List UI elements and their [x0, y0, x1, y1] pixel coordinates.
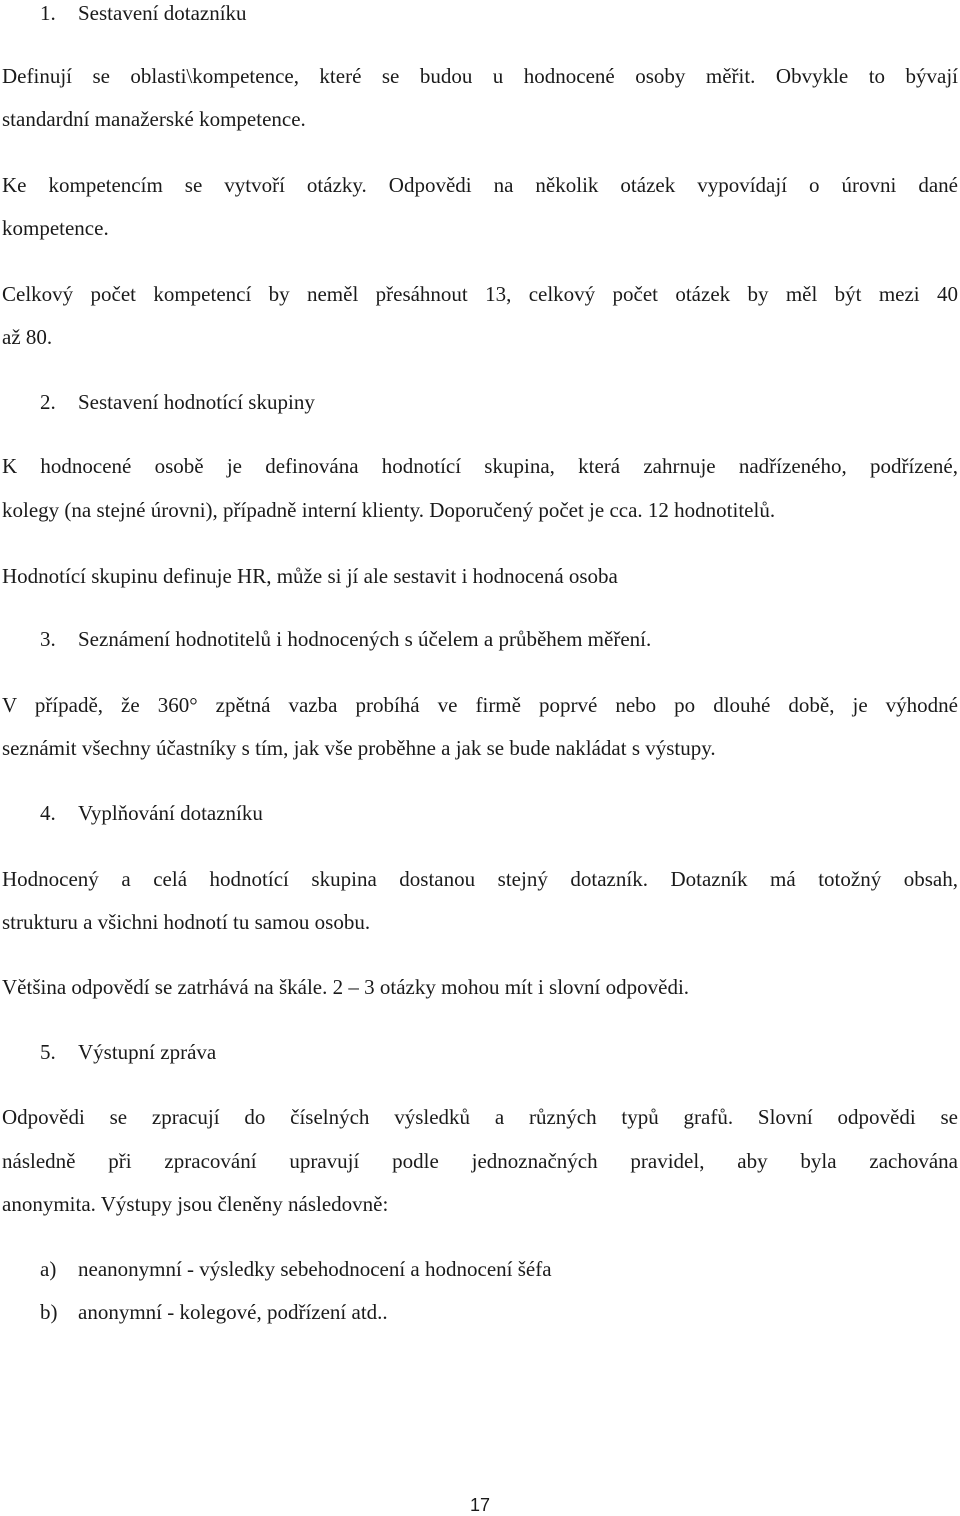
list-marker: b) [40, 1300, 58, 1324]
paragraph-line: V případě, že 360° zpětná vazba probíhá ve firmě poprvé nebo po dlouhé době, je výhodné [2, 693, 958, 717]
paragraph-line: seznámit všechny účastníky s tím, jak vše proběhne a jak se bude nakládat s výstupy. [2, 736, 716, 760]
list-item-text: neanonymní - výsledky sebehodnocení a hodnocení šéfa [78, 1257, 552, 1281]
paragraph-line: Hodnotící skupinu definuje HR, může si jí ale sestavit i hodnocená osoba [2, 564, 618, 588]
section-number: 3. [40, 627, 56, 651]
list-marker: a) [40, 1257, 57, 1281]
list-item-text: anonymní - kolegové, podřízení atd.. [78, 1300, 388, 1324]
section-title: Výstupní zpráva [78, 1040, 217, 1064]
section-heading-3 [40, 626, 651, 652]
section-title: Sestavení hodnotící skupiny [78, 390, 315, 414]
paragraph-line: následně při zpracování upravují podle jednoznačných pravidel, aby byla zachována [2, 1149, 958, 1173]
section-title: Vyplňování dotazníku [78, 801, 263, 825]
paragraph-line: Hodnocený a celá hodnotící skupina dostanou stejný dotazník. Dotazník má totožný obsah, [2, 867, 958, 891]
section-number: 4. [40, 801, 56, 825]
paragraph-line: kolegy (na stejné úrovni), případně interní klienty. Doporučený počet je cca. 12 hodnotitelů. [2, 498, 776, 522]
paragraph-line: Celkový počet kompetencí by neměl přesáhnout 13, celkový počet otázek by měl být mezi 40 [2, 282, 958, 306]
paragraph-line: Ke kompetencím se vytvoří otázky. Odpovědi na několik otázek vypovídají o úrovni dané [2, 173, 958, 197]
section-heading-5 [40, 1039, 216, 1065]
section-title: Seznámení hodnotitelů i hodnocených s účelem a průběhem měření. [78, 627, 652, 651]
paragraph-line: kompetence. [2, 216, 109, 240]
section-number: 1. [40, 1, 56, 25]
page-number: 17 [469, 1495, 491, 1515]
section-heading-4 [40, 800, 263, 826]
section-heading-1 [40, 0, 247, 26]
paragraph-line: K hodnocené osobě je definována hodnotící skupina, která zahrnuje nadřízeného, podřízené, [2, 454, 958, 478]
paragraph-line: Odpovědi se zpracují do číselných výsledků a různých typů grafů. Slovní odpovědi se [2, 1105, 958, 1129]
section-number: 5. [40, 1040, 56, 1064]
paragraph-line: Většina odpovědí se zatrhává na škále. 2 – 3 otázky mohou mít i slovní odpovědi. [2, 975, 690, 999]
paragraph-line: anonymita. Výstupy jsou členěny následovně: [2, 1192, 389, 1216]
paragraph-line: standardní manažerské kompetence. [2, 107, 306, 131]
paragraph-line: strukturu a všichni hodnotí tu samou osobu. [2, 910, 371, 934]
section-number: 2. [40, 390, 56, 414]
paragraph-line: Definují se oblasti\kompetence, které se budou u hodnocené osoby měřit. Obvykle to bývají [2, 64, 958, 88]
list-item [40, 1256, 552, 1282]
paragraph-line: až 80. [2, 325, 53, 349]
section-heading-2 [40, 389, 315, 415]
section-title: Sestavení dotazníku [78, 1, 247, 25]
list-item [40, 1299, 388, 1325]
